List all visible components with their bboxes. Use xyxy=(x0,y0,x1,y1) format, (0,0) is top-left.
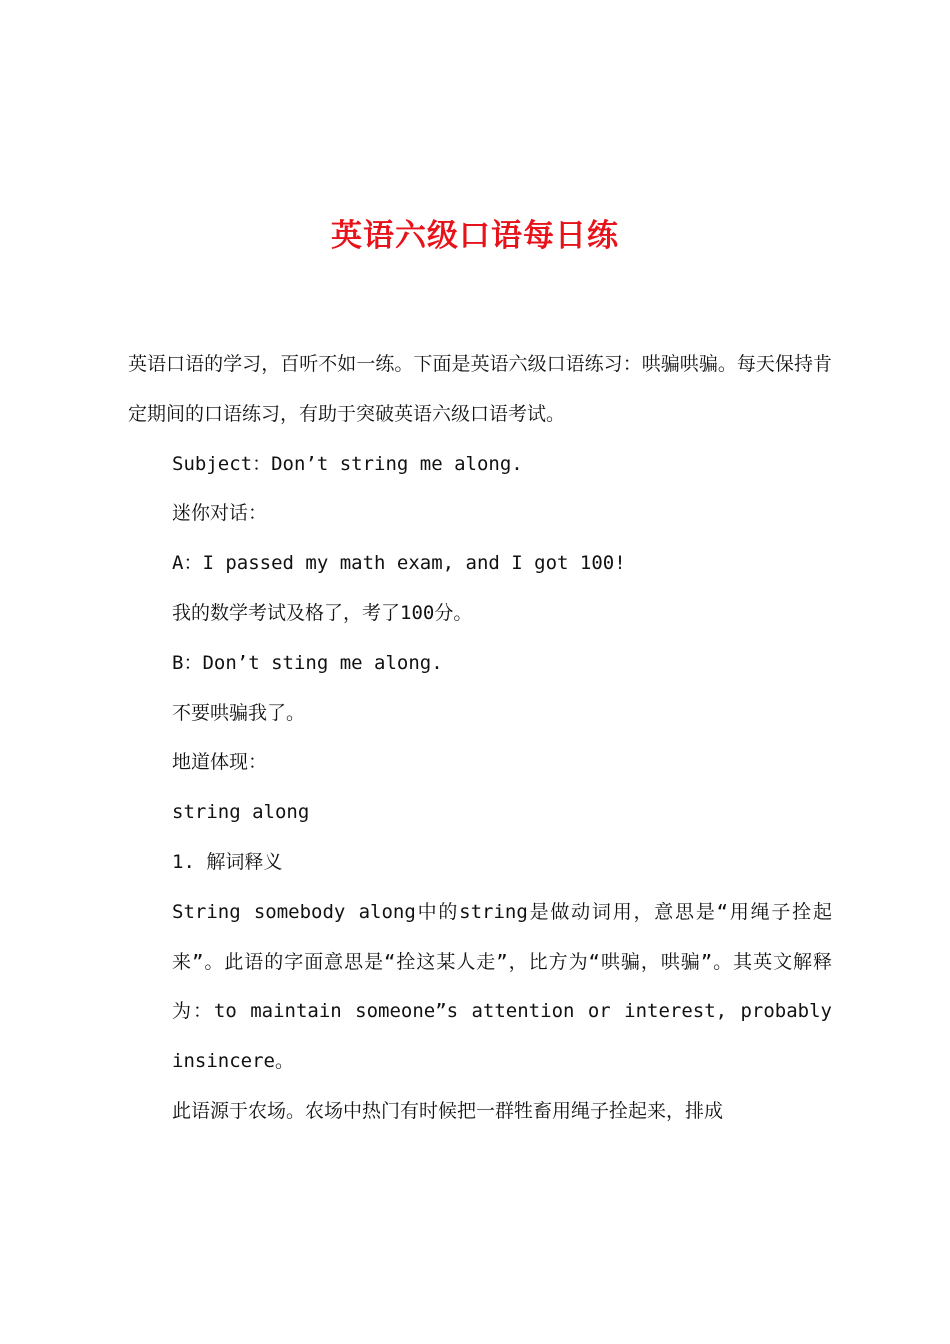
dialogue-translation-a: 我的数学考试及格了，考了100分。 xyxy=(172,601,473,624)
dialogue-line-a: A：I passed my math exam, and I got 100! xyxy=(172,552,626,575)
dialogue-translation-b: 不要哄骗我了。 xyxy=(172,701,306,724)
definition-paragraph: String somebody along中的string是做动词用，意思是“用绳子拴起来”。此语的字面意思是“拴这某人走”，比方为“哄骗，哄骗”。其英文解释为：to maintain someone”s attention or interest, probably insincere。 xyxy=(172,900,832,1073)
dialogue-line-b: B：Don’t sting me along. xyxy=(172,651,443,674)
origin-paragraph: 此语源于农场。农场中热门有时候把一群牲畜用绳子拴起来，排成 xyxy=(172,1099,724,1122)
subject-line: Subject：Don’t string me along. xyxy=(172,452,523,475)
document-body xyxy=(128,340,832,1137)
mini-dialogue-heading: 迷你对话： xyxy=(172,502,268,525)
document-title: 英语六级口语每日练 xyxy=(331,218,619,254)
idiom-heading: 地道体现： xyxy=(172,751,268,774)
intro-paragraph: 英语口语的学习，百听不如一练。下面是英语六级口语练习：哄骗哄骗。每天保持肯定期间的口语练习，有助于突破英语六级口语考试。 xyxy=(128,353,832,425)
section-heading-definition: 1. 解词释义 xyxy=(172,850,283,873)
idiom-phrase: string along xyxy=(172,801,310,824)
